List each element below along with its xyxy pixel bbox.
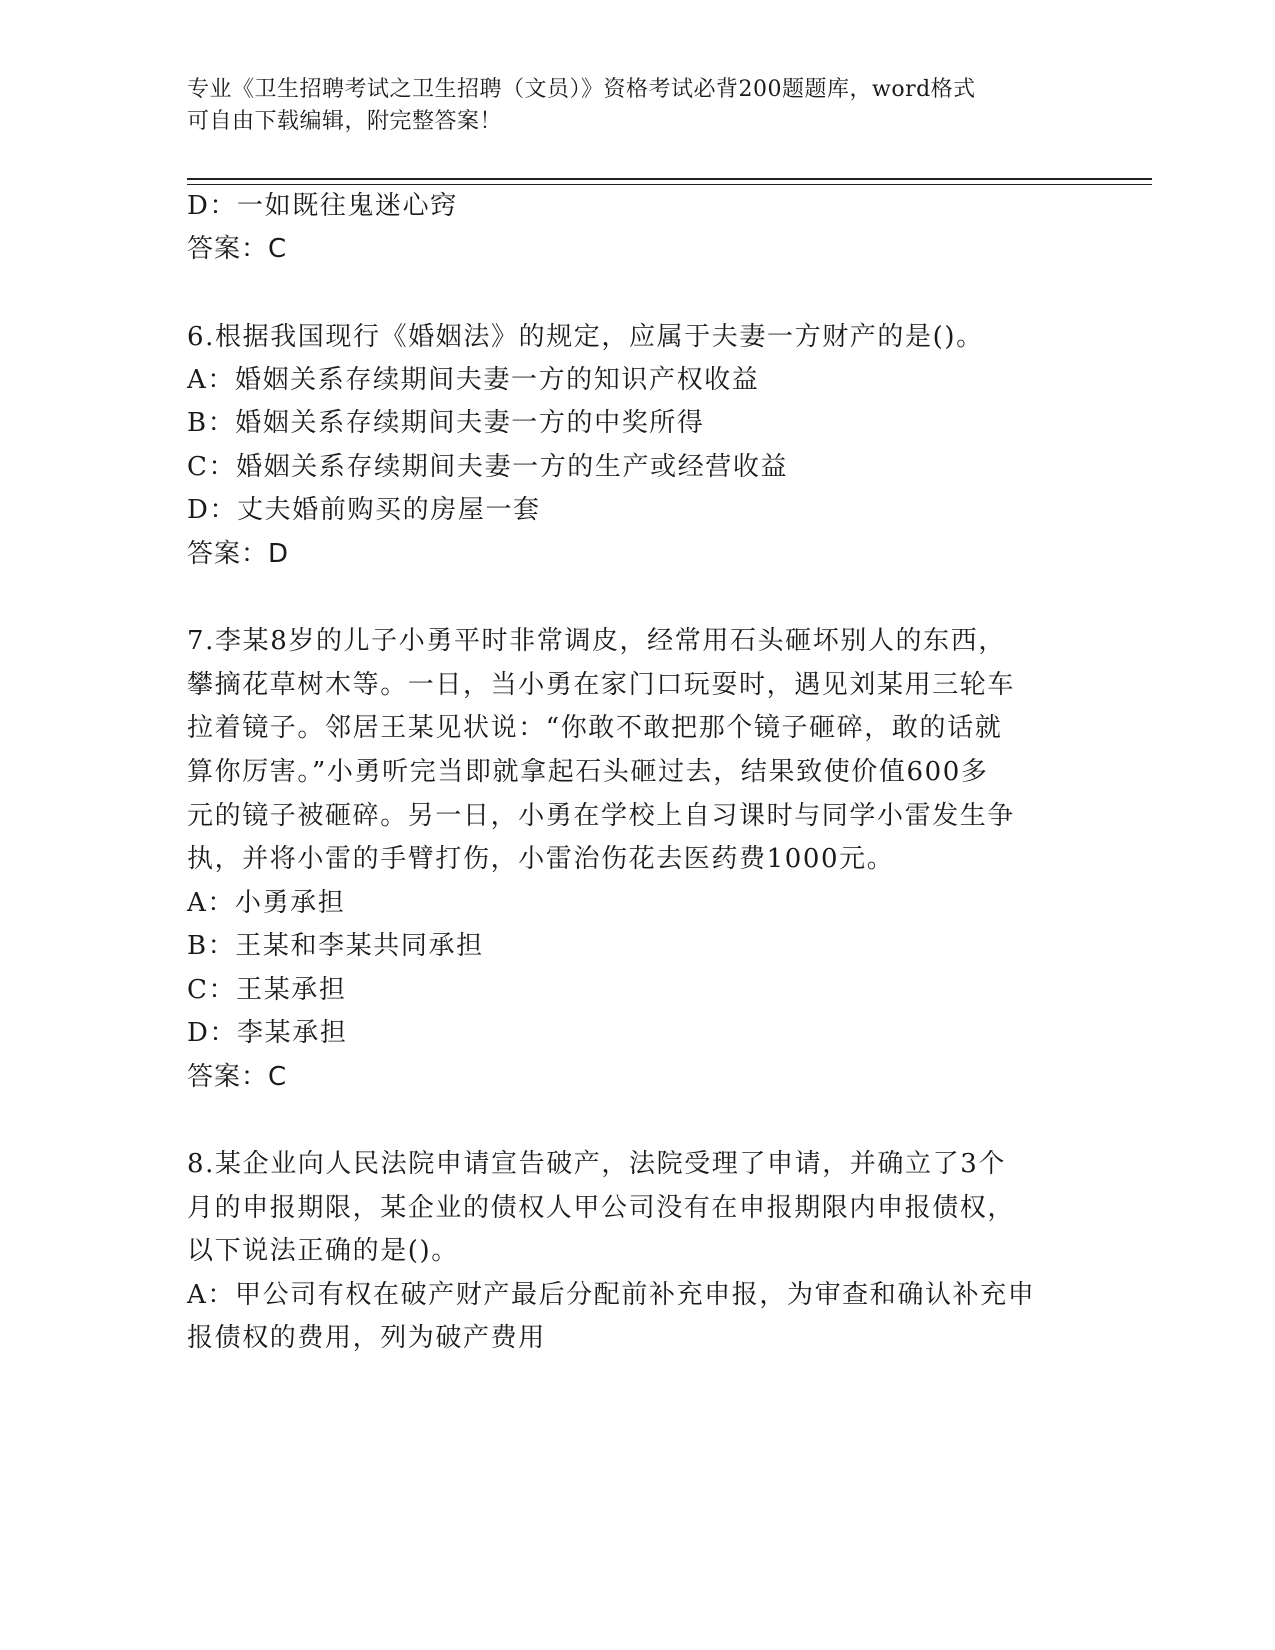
option-c-q6: C：婚姻关系存续期间夫妻一方的生产或经营收益	[187, 452, 789, 482]
header-line-1: 专业《卫生招聘考试之卫生招聘（文员）》资格考试必背200题题库，word格式	[187, 77, 976, 102]
question-7-line-1: 7.李某8岁的儿子小勇平时非常调皮，经常用石头砸坏别人的东西，	[187, 626, 1006, 656]
answer-q5: 答案：C	[187, 234, 288, 264]
option-a-q8-line-1: A：甲公司有权在破产财产最后分配前补充申报，为审查和确认补充申	[187, 1280, 1036, 1310]
answer-q6: 答案：D	[187, 539, 290, 569]
question-7-line-4: 算你厉害。”小勇听完当即就拿起石头砸过去，结果致使价值600多	[187, 757, 989, 787]
question-7-line-2: 攀摘花草树木等。一日，当小勇在家门口玩耍时，遇见刘某用三轮车	[187, 670, 1016, 700]
option-d-q7: D：李某承担	[187, 1018, 348, 1048]
question-7-line-5: 元的镜子被砸碎。另一日，小勇在学校上自习课时与同学小雷发生争	[187, 801, 1016, 831]
option-b-q6: B：婚姻关系存续期间夫妻一方的中奖所得	[187, 408, 705, 438]
header-divider	[187, 178, 1152, 180]
question-8-line-2: 月的申报期限，某企业的债权人甲公司没有在申报期限内申报债权，	[187, 1193, 1016, 1223]
question-6: 6.根据我国现行《婚姻法》的规定，应属于夫妻一方财产的是()。	[187, 322, 984, 352]
option-d-q5: D：一如既往鬼迷心窍	[187, 191, 458, 221]
option-b-q7: B：王某和李某共同承担	[187, 931, 484, 961]
option-a-q7: A：小勇承担	[187, 888, 346, 918]
document-header	[187, 74, 1067, 138]
option-d-q6: D：丈夫婚前购买的房屋一套	[187, 495, 541, 525]
answer-q7: 答案：C	[187, 1062, 288, 1092]
header-line-2: 可自由下载编辑，附完整答案！	[187, 109, 503, 134]
option-a-q8-line-2: 报债权的费用，列为破产费用	[187, 1323, 546, 1353]
option-c-q7: C：王某承担	[187, 975, 347, 1005]
header-divider-thin	[187, 184, 1152, 185]
option-a-q6: A：婚姻关系存续期间夫妻一方的知识产权收益	[187, 365, 760, 395]
question-7-line-6: 执，并将小雷的手臂打伤，小雷治伤花去医药费1000元。	[187, 844, 895, 874]
question-8-line-3: 以下说法正确的是()。	[187, 1236, 459, 1266]
question-8-line-1: 8.某企业向人民法院申请宣告破产，法院受理了申请，并确立了3个	[187, 1149, 1006, 1179]
question-7-line-3: 拉着镜子。邻居王某见状说：“你敢不敢把那个镜子砸碎，敢的话就	[187, 713, 1003, 743]
